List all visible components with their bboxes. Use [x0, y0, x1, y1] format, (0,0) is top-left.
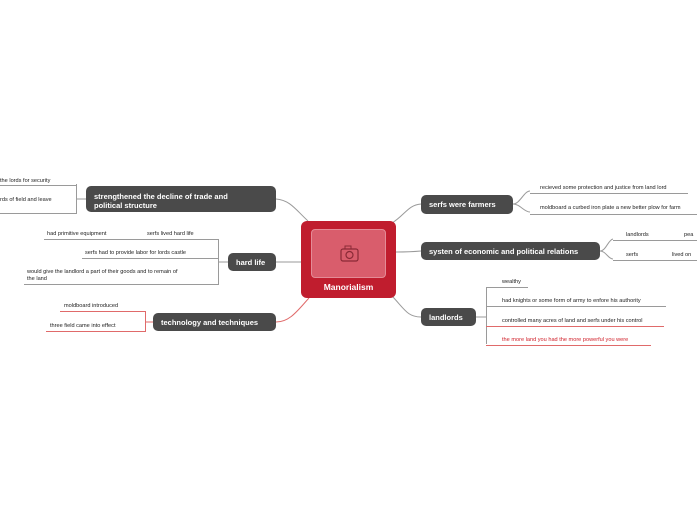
leaf-underline [0, 213, 76, 214]
leaf-underline [486, 287, 528, 288]
branch-spine [145, 311, 146, 332]
node-technology-techniques[interactable] [153, 313, 276, 331]
node-label: serfs were farmers [429, 200, 496, 209]
node-label: hard life [236, 258, 266, 267]
node-hard-life[interactable] [228, 253, 276, 271]
node-label: landlords [429, 313, 463, 322]
leaf-protection: recieved some protection and justice from land lord [540, 185, 667, 191]
leaf-primitive-equipment: had primitive equipment [47, 231, 107, 237]
leaf-underline [613, 260, 697, 261]
leaf-underline [24, 284, 218, 285]
node-label: systen of economic and political relations [429, 247, 579, 256]
leaf-underline [0, 185, 76, 186]
leaf-underline [613, 240, 697, 241]
branch-spine [486, 288, 487, 344]
leaf-serfs-hard-life: serfs lived hard life [147, 231, 194, 237]
image-placeholder [311, 229, 386, 278]
leaf-labor-castle: serfs had to provide labor for lords castle [85, 250, 187, 256]
branch-spine [218, 239, 219, 285]
leaf-landlords: landlords [626, 232, 649, 238]
leaf-controlled-acres: controlled many acres of land and serfs under his control [502, 318, 643, 324]
leaf-more-land-power: the more land you had the more powerful you were [502, 337, 629, 343]
leaf-knights: had knights or some form of army to enfore his authority [502, 298, 641, 304]
branch-spine [76, 184, 77, 214]
leaf-pea: pea [684, 232, 694, 238]
leaf-give-goods: would give the landlord a part of their goods and to remain of the land [27, 269, 178, 282]
leaf-three-field: three field came into effect [50, 323, 116, 329]
leaf-lived-on: lived on [672, 252, 692, 258]
leaf-field-leave: rds of field and leave [0, 197, 52, 203]
leaf-lords-security: the lords for security [0, 178, 51, 184]
leaf-underline [82, 258, 218, 259]
leaf-underline [44, 239, 140, 240]
leaf-underline [486, 306, 666, 307]
node-label: technology and techniques [161, 318, 259, 327]
leaf-underline [530, 214, 697, 215]
leaf-underline [46, 331, 145, 332]
leaf-moldboard-introduced: moldboard introduced [64, 303, 119, 309]
leaf-moldboard-plow: moldboard a curbed iron plate a new better plow for farm [540, 205, 681, 211]
leaf-underline [530, 193, 688, 194]
central-topic[interactable] [301, 221, 396, 298]
central-title: Manorialism [323, 282, 374, 292]
leaf-serfs: serfs [626, 252, 639, 258]
leaf-underline [60, 311, 145, 312]
node-economic-political-relations[interactable] [421, 242, 600, 260]
node-landlords[interactable] [421, 308, 476, 326]
leaf-underline [140, 239, 218, 240]
leaf-underline [486, 345, 651, 346]
leaf-wealthy: wealthy [502, 279, 521, 285]
node-serfs-were-farmers[interactable] [421, 195, 513, 214]
camera-icon [312, 230, 387, 279]
leaf-underline [486, 326, 664, 327]
node-strengthened-decline[interactable]: strengthened the decline of trade and political structure [86, 186, 276, 212]
